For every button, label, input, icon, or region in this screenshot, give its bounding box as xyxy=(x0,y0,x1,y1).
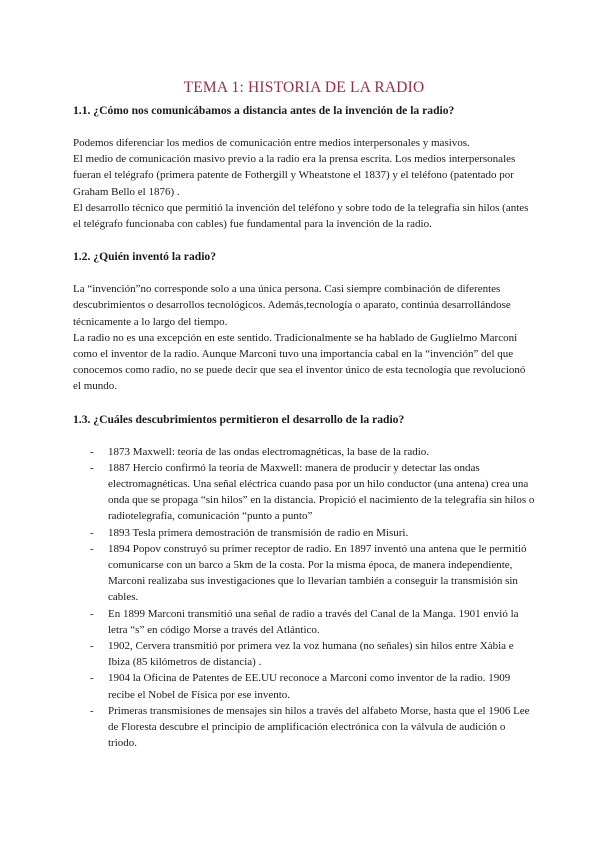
list-item xyxy=(73,670,535,702)
page-title: TEMA 1: HISTORIA DE LA RADIO xyxy=(183,79,425,96)
list-item-text: 1902, Cervera transmitió por primera vez la voz humana (no señales) sin hilos entre Xàbia e Ibiza (85 kilómetros de distancia) . xyxy=(108,640,514,669)
section-2-paragraph: La “invención”no corresponde solo a una única persona. Casi siempre combinación de diferentes descubrimientos o desarrollos tecnológicos. Además,tecnología o aparato, continúa desarrollándose técnicamente a lo largo del tiempo. xyxy=(73,283,511,328)
bullet-dash: - xyxy=(90,461,94,474)
bullet-dash: - xyxy=(90,704,94,717)
list-item xyxy=(73,444,535,460)
list-item-text: Primeras transmisiones de mensajes sin hilos a través del alfabeto Morse, hasta que el 1906 Lee de Floresta descubre el principio de amplificación electrónica con la válvula de audición o triodo. xyxy=(108,704,530,750)
section-3-heading: 1.3. ¿Cuáles descubrimientos permitieron el desarrollo de la radio? xyxy=(73,412,405,426)
section-1-paragraph: El medio de comunicación masivo previo a la radio era la prensa escrita. Los medios interpersonales fueran el telégrafo (primera patente de Fothergill y Wheatstone el 1837) y el teléfono (patentado por Graham Bello el 1876) . xyxy=(73,153,516,198)
list-item xyxy=(73,525,535,541)
document-page xyxy=(73,78,535,752)
bullet-dash: - xyxy=(90,640,94,653)
list-item xyxy=(73,703,535,752)
section-2-paragraph: La radio no es una excepción en este sentido. Tradicionalmente se ha hablado de Guglielmo Marconi como el inventor de la radio. Aunque Marconi tuvo una importancia cabal en la “invención” del que conocemos como radio, no se puede decir que sea el inventor único de esta tecnología que revolucionó el mundo. xyxy=(73,331,526,393)
list-item-text: 1894 Popov construyó su primer receptor de radio. En 1897 inventó una antena que le permitió comunicarse con un barco a 5km de la costa. Por la misma época, de manera independiente, Marconi realizaba sus investigaciones que lo llevarían también a conseguir la transmisión sin cables. xyxy=(108,542,527,604)
bullet-dash: - xyxy=(90,607,94,620)
list-item-text: 1873 Maxwell: teoría de las ondas electromagnéticas, la base de la radio. xyxy=(108,445,430,458)
list-item xyxy=(73,541,535,606)
list-item-text: En 1899 Marconi transmitió una señal de radio a través del Canal de la Manga. 1901 envió la letra “s” en código Morse a través del Atlántico. xyxy=(108,607,519,636)
list-item-text: 1893 Tesla primera demostración de transmisión de radio en Misuri. xyxy=(108,526,409,539)
list-item xyxy=(73,460,535,525)
section-1-paragraph: El desarrollo técnico que permitió la invención del teléfono y sobre todo de la telegrafía sin hilos (antes el telégrafo funcionaba con cables) fue fundamental para la invención de la radio. xyxy=(73,201,529,231)
section-2-heading: 1.2. ¿Quién inventó la radio? xyxy=(73,250,217,264)
bullet-dash: - xyxy=(90,542,94,555)
list-item-text: 1887 Hercio confirmó la teoría de Maxwell: manera de producir y detectar las ondas electromagnéticas. Una señal eléctrica cuando pasa por un hilo conductor (una antena) crea una onda que se propaga “sin hilos” en la distancia. Propició el nacimiento de la telegrafía sin hilos o radiotelegrafía, comunicación “punto a punto” xyxy=(108,461,535,523)
list-item xyxy=(73,606,535,638)
list-item xyxy=(73,638,535,670)
bullet-dash: - xyxy=(90,672,94,685)
list-item-text: 1904 la Oficina de Patentes de EE.UU reconoce a Marconi como inventor de la radio. 1909 recibe el Nobel de Física por ese invento. xyxy=(108,672,511,701)
discoveries-list xyxy=(73,444,535,752)
bullet-dash: - xyxy=(90,526,94,539)
section-1-heading: 1.1. ¿Cómo nos comunicábamos a distancia antes de la invención de la radio? xyxy=(73,104,455,117)
bullet-dash: - xyxy=(90,445,94,458)
section-1-paragraph: Podemos diferenciar los medios de comunicación entre medios interpersonales y masivos. xyxy=(73,137,470,149)
